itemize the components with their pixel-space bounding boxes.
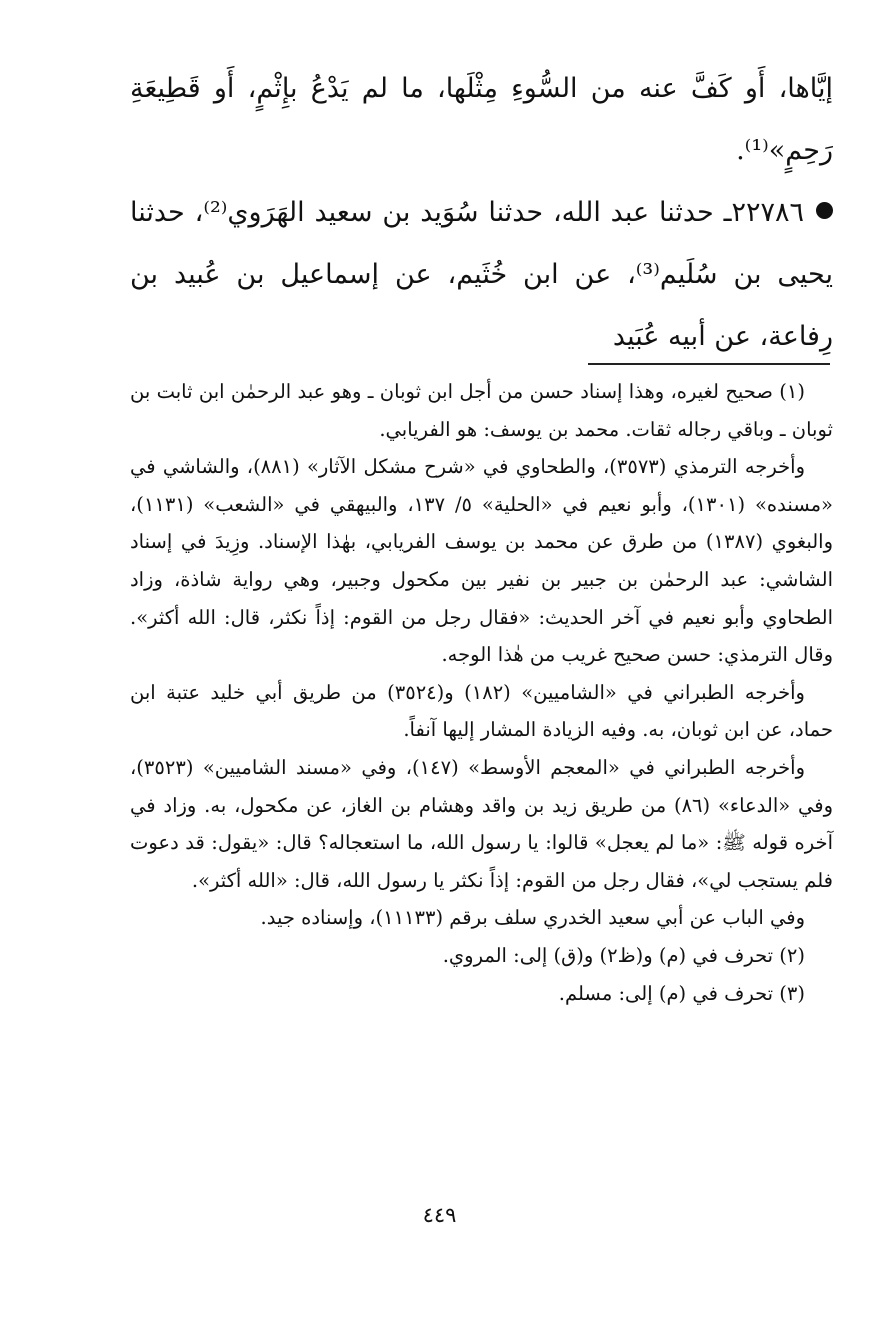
hadith-text: ٢٢٧٨٦ـ حدثنا عبد الله، حدثنا سُوَيد بن سعيد الهَرَوي⁽²⁾، حدثنا يحيى بن سُلَيم⁽³⁾، عن ابن خُثَيم، عن إسماعيل بن عُبيد بن رِفاعة، عن أبيه عُبَيد — [130, 197, 834, 352]
footnote-1: (١) صحيح لغيره، وهذا إسناد حسن من أجل ابن ثوبان ـ وهو عبد الرحمٰن ابن ثابت بن ثوبان ـ وباقي رجاله ثقات. محمد بن يوسف: هو الفريابي. — [130, 380, 833, 441]
main-text — [130, 58, 833, 368]
bullet-icon — [816, 202, 833, 219]
footnotes — [130, 373, 833, 1012]
footnote-1-tabarani-awsat: وأخرجه الطبراني في «المعجم الأوسط» (١٤٧)، وفي «مسند الشاميين» (٣٥٢٣)، وفي «الدعاء» (٨٦) من طريق زيد بن واقد وهشام بن الغاز، عن مكحول، به. وزاد في آخره قوله ﷺ: «ما لم يعجل» قالوا: يا رسول الله، ما استعجاله؟ قال: «يقول: قد دعوت فلم يستجب لي»، فقال رجل من القوم: إذاً نكثر يا رسول الله، قال: «الله أكثر». — [130, 755, 833, 892]
footnote-1-takhrij: وأخرجه الترمذي (٣٥٧٣)، والطحاوي في «شرح مشكل الآثار» (٨٨١)، والشاشي في «مسنده» (١٣٠١)، وأبو نعيم في «الحلية» ٥/ ١٣٧، والبيهقي في «الشعب» (١١٣١)، والبغوي (١٣٨٧) من طرق عن محمد بن يوسف الفريابي، بهٰذا الإسناد. وزِيدَ في إسناد الشاشي: عبد الرحمٰن بن جبير بن نفير بين مكحول وجبير، وهي رواية شاذة، وزاد الطحاوي وأبو نعيم في آخر الحديث: «فقال رجل من القوم: إذاً نكثر، قال: الله أكثر». وقال الترمذي: حسن صحيح غريب من هٰذا الوجه. — [130, 455, 833, 667]
page-number: ٤٤٩ — [422, 1203, 457, 1227]
footnote-1-bab: وفي الباب عن أبي سعيد الخدري سلف برقم (١١١٣٣)، وإسناده جيد. — [260, 906, 805, 930]
footnote-2: (٢) تحرف في (م) و(ظ٢) و(ق) إلى: المروي. — [442, 943, 805, 967]
hadith-paragraph — [130, 182, 833, 368]
continuation-paragraph: إيَّاها، أَو كَفَّ عنه من السُّوءِ مِثْلَها، ما لم يَدْعُ بإِثْمٍ، أَو قَطِيعَةِ رَحِمٍ»⁽¹⁾. — [130, 73, 833, 166]
footnote-divider — [588, 363, 830, 365]
footnote-3: (٣) تحرف في (م) إلى: مسلم. — [558, 981, 805, 1005]
footnote-1-tabarani: وأخرجه الطبراني في «الشاميين» (١٨٢) و(٣٥٢٤) من طريق أبي خليد عتبة ابن حماد، عن ابن ثوبان، به. وفيه الزيادة المشار إليها آنفاً. — [130, 680, 833, 742]
